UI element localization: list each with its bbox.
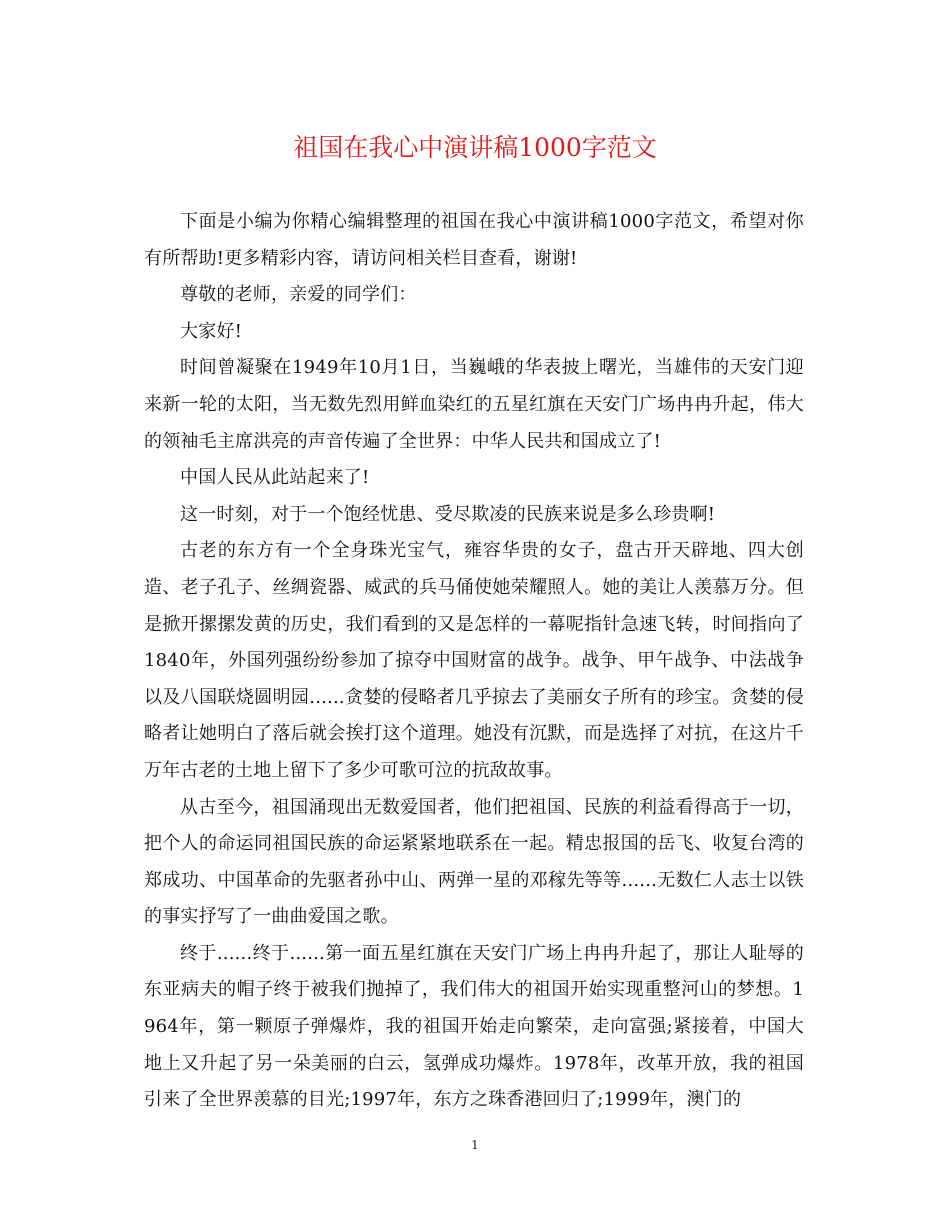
paragraph-greeting: 大家好! bbox=[180, 320, 243, 342]
paragraph-patriots: 从古至今，祖国涌现出无数爱国者，他们把祖国、民族的利益看得高于一切，把个人的命运同祖国民族的命运紧紧地联系在一起。精忠报国的岳飞、收复台湾的郑成功、中国革命的先驱者孙中山、两弹一星的邓稼先等等......无数仁人志士以铁的事实抒写了一曲曲爱国之歌。 bbox=[144, 796, 804, 928]
paragraph-history: 古老的东方有一个全身珠光宝气，雍容华贵的女子，盘古开天辟地、四大创造、老子孔子、丝绸瓷器、威武的兵马俑使她荣耀照人。她的美让人羡慕万分。但是掀开摞摞发黄的历史，我们看到的又是怎样的一幕呢指针急速飞转，时间指向了1840年，外国列强纷纷参加了掠夺中国财富的战争。战争、甲午战争、中法战争以及八国联烧圆明园......贪婪的侵略者几乎掠去了美丽女子所有的珍宝。贪婪的侵略者让她明白了落后就会挨打这个道理。她没有沉默，而是选择了对抗，在这片千万年古老的土地上留下了多少可歌可泣的抗敌故事。 bbox=[144, 540, 804, 781]
page-number: 1 bbox=[471, 1138, 479, 1152]
document-title: 祖国在我心中演讲稿1000字范文 bbox=[293, 133, 657, 162]
paragraph-stood-up: 中国人民从此站起来了! bbox=[180, 467, 370, 489]
paragraph-precious-moment: 这一时刻，对于一个饱经忧患、受尽欺凌的民族来说是多么珍贵啊! bbox=[180, 503, 716, 525]
paragraph-salutation: 尊敬的老师，亲爱的同学们： bbox=[180, 284, 417, 306]
paragraph-achievements: 终于......终于......第一面五星红旗在天安门广场上冉冉升起了，那让人耻辱的东亚病夫的帽子终于被我们抛掉了，我们伟大的祖国开始实现重整河山的梦想。1964年，第一颗原子弹爆炸，我的祖国开始走向繁荣，走向富强;紧接着，中国大地上又升起了另一朵美丽的白云，氢弹成功爆炸。1978年，改革开放，我的祖国引来了全世界羡慕的目光;1997年，东方之珠香港回归了;1999年，澳门的 bbox=[144, 942, 804, 1111]
paragraph-founding: 时间曾凝聚在1949年10月1日，当巍峨的华表披上曙光，当雄伟的天安门迎来新一轮的太阳，当无数先烈用鲜血染红的五星红旗在天安门广场冉冉升起，伟大的领袖毛主席洪亮的声音传遍了全世界：中华人民共和国成立了! bbox=[144, 357, 804, 452]
document-body bbox=[144, 204, 804, 1119]
paragraph-intro: 下面是小编为你精心编辑整理的祖国在我心中演讲稿1000字范文，希望对你有所帮助!更多精彩内容，请访问相关栏目查看，谢谢! bbox=[144, 211, 804, 269]
